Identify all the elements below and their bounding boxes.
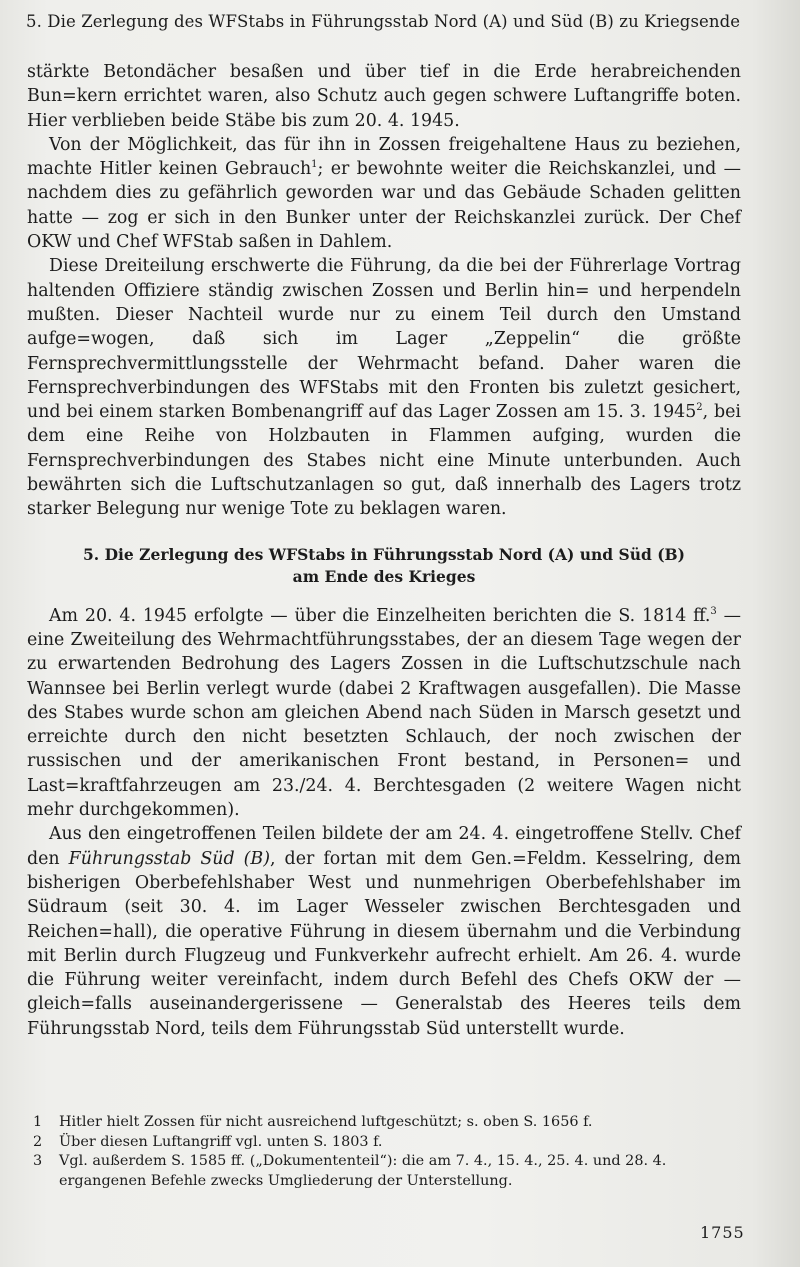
paragraph-1: stärkte Betondächer besaßen und über tief in die Erde herabreichenden Bun=kern errichtet waren, also Schutz auch gegen schwere Luftangriffe boten. Hier verblieben beide Stäbe bis zum 20. 4. 1945. [27,62,741,131]
paragraph-3-text-b: , bei dem eine Reihe von Holzbauten in Flammen aufging, wurden die Fernsprechverbindungen des Stabes nicht eine Minute unterbunden. Auch bewährten sich die Luftschutzanlagen so gut, daß innerhalb des Lagers trotz starker Belegung nur wenige Tote zu beklagen waren. [27,402,741,520]
paragraph-2-text-b: ; er bewohnte weiter die Reichskanzlei, und — nachdem dies zu gefährlich geworden war und das Gebäude Schaden gelitten hatte — zog er sich in den Bunker unter der Reichskanzlei zurück. Der Chef OKW und Chef WFStab saßen in Dahlem. [27,159,741,253]
footnote-number: 3 [33,1153,43,1169]
footnote-ref-1: 1 [311,159,318,171]
paragraph-5 [27,822,741,1041]
footnote [33,1113,748,1133]
paragraph-3-text-a: Diese Dreiteilung erschwerte die Führung, da die bei der Führerlage Vortrag haltenden Offiziere ständig zwischen Zossen und Berlin hin= und herpendeln mußten. Dieser Nachteil wurde nur zu einem Teil durch den Umstand aufge=wogen, daß sich im Lager „Zeppelin“ die größte Fernsprechvermittlungsstelle der Wehrmacht befand. Daher waren die Fernsprechverbindungen des WFStabs mit den Fronten bis zuletzt gesichert, und bei einem starken Bombenangriff auf das Lager Zossen am 15. 3. 1945 [27,256,741,423]
section-heading-line-1: 5. Die Zerlegung des WFStabs in Führungsstab Nord (A) und Süd (B) [83,544,685,564]
page-number: 1755 [700,1223,745,1242]
footnote [33,1133,748,1153]
paragraph-5-italic-title: Führungsstab Süd (B) [68,848,270,869]
paragraph-5-text-b: , der fortan mit dem Gen.=Feldm. Kesselring, dem bisherigen Oberbefehlshaber West und nunmehrigen Oberbefehlshaber im Südraum (seit 30. 4. im Lager Wesseler zwischen Berchtesgaden und Reichen=hall), die operative Führung in diesem übernahm und die Verbindung mit Berlin durch Flugzeug und Funkverkehr aufrecht erhielt. Am 26. 4. wurde die Führung weiter vereinfacht, indem durch Befehl des Chefs OKW der — gleich=falls auseinandergerissene — Generalstab des Heeres teils dem Führungsstab Nord, teils dem Führungsstab Süd unterstellt wurde. [27,848,742,1039]
paragraph-3 [27,254,741,521]
running-head: 5. Die Zerlegung des WFStabs in Führungsstab Nord (A) und Süd (B) zu Kriegsende [26,12,741,31]
footnote-text: Hitler hielt Zossen für nicht ausreichend luftgeschützt; s. oben S. 1656 f. [59,1114,593,1130]
footnote-number: 1 [33,1114,43,1130]
footnotes [33,1113,748,1191]
section-heading-line-2: am Ende des Krieges [292,566,476,586]
paragraph-4 [27,604,741,823]
footnote-ref-3: 3 [710,605,717,617]
paragraph-5-text-a: Aus den eingetroffenen Teilen bildete der am 24. 4. eingetroffene Stellv. Chef den [27,824,741,869]
paragraph-4-text-a: Am 20. 4. 1945 erfolgte — über die Einzelheiten berichten die S. 1814 ff. [49,605,711,626]
paragraph-2 [27,133,741,254]
section-heading [27,544,741,588]
body-text [27,60,741,1041]
footnote-text: Vgl. außerdem S. 1585 ff. („Dokumententeil“): die am 7. 4., 15. 4., 25. 4. und 28. 4. ergangenen Befehle zwecks Umgliederung der Unterstellung. [59,1153,667,1189]
footnote-ref-2: 2 [696,402,703,414]
footnote-text: Über diesen Luftangriff vgl. unten S. 1803 f. [59,1133,383,1150]
footnote [33,1152,748,1191]
footnote-number: 2 [33,1133,43,1150]
paragraph-4-text-b: — eine Zweiteilung des Wehrmachtführungsstabes, der an diesem Tage wegen der zu erwartenden Bedrohung des Lagers Zossen in die Luftschutzschule nach Wannsee bei Berlin verlegt wurde (dabei 2 Kraftwagen ausgefallen). Die Masse des Stabes wurde schon am gleichen Abend nach Süden in Marsch gesetzt und erreichte durch den nicht besetzten Schlauch, der noch zwischen der russischen und der amerikanischen Front bestand, in Personen= und Last=kraftfahrzeugen am 23./24. 4. Berchtesgaden (2 weitere Wagen nicht mehr durchgekommen). [27,605,742,821]
paragraph-2-text-a: Von der Möglichkeit, das für ihn in Zossen freigehaltene Haus zu beziehen, machte Hitler keinen Gebrauch [27,134,741,180]
